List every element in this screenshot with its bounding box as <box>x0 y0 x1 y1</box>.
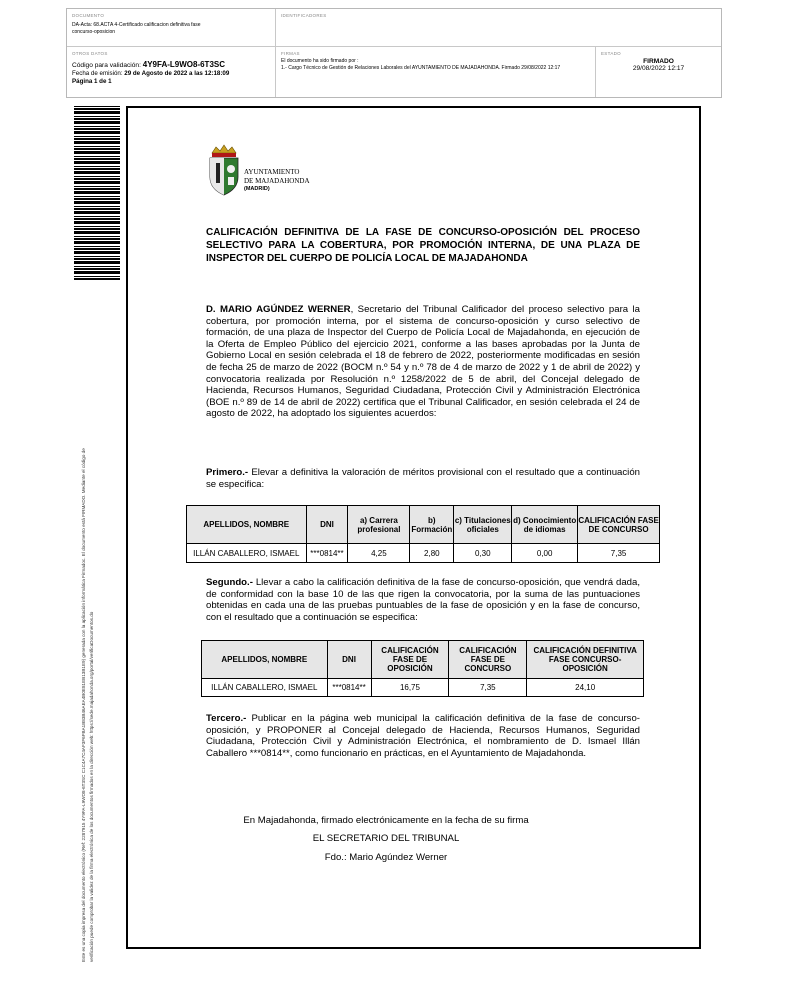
validation-code <box>72 60 270 70</box>
firmas-cell <box>276 47 596 97</box>
otros-datos-cell <box>67 47 276 97</box>
tercero-text: Publicar en la página web municipal la calificación definitiva de la fase de concurso-oposición, y PROPONER al Concejal delegado de Hacienda, Recursos Humanos, Seguridad Ciudadana, Protección Civil y Administración Electrónica, el nombramiento de D. Ismael Illán Caballero ***0814**, como funcionario en prácticas, en el Ayuntamiento de Majadahonda. <box>206 713 640 759</box>
estado-cell <box>596 47 721 97</box>
cell-dni: ***0814** <box>306 544 348 563</box>
primero-text: Elevar a definitiva la valoración de méritos provisional con el resultado que a continuación se especifica: <box>206 467 640 490</box>
fecha-value: 29 de Agosto de 2022 a las 12:18:09 <box>124 70 230 77</box>
tercero-label: Tercero.- <box>206 713 247 724</box>
col-formacion: b) Formación <box>410 506 454 544</box>
verification-side-text <box>80 292 96 962</box>
codigo-value[interactable]: 4Y9FA-L9WO8-6T3SC <box>142 60 226 69</box>
identificadores-label: IDENTIFICADORES <box>281 13 327 18</box>
col-carrera: a) Carrera profesional <box>348 506 410 544</box>
page-number: Página 1 de 1 <box>72 78 112 85</box>
col-definitiva: CALIFICACIÓN DEFINITIVA FASE CONCURSO-OPOSICIÓN <box>527 641 644 679</box>
col-oposicion: CALIFICACIÓN FASE DE OPOSICIÓN <box>371 641 449 679</box>
intro-text: , Secretario del Tribunal Calificador del proceso selectivo para la cobertura, por promoción interna, por el sistema de concurso-oposición y curso selectivo de formación, de una plaza de Inspector del Cuerpo de Policía Local de Majadahonda, en ejecución de la Oferta de Empleo Público del ejercicio 2021, conforme a las bases aprobadas por la Junta de Gobierno Local en sesión celebrada el 18 de febrero de 2022, posteriormente modificadas en sesión de fecha 25 de marzo de 2022 (BOCM n.º 54 y n.º 78 de 4 de marzo de 2022 y 1 de abril de 2022) y convocatoria realizada por Resolución n.º 1258/2022 de 5 de abril, del Concejal delegado de Hacienda, Recursos Humanos, Seguridad Ciudadana, Protección Civil y Administración Electrónica (BOE n.º 89 de 14 de abril de 2022) certifica que el Tribunal Calificador, en sesión celebrada el 24 de agosto de 2022, ha adoptado los siguientes acuerdos: <box>206 304 640 420</box>
documento-label: DOCUMENTO <box>72 13 105 18</box>
estado-date: 29/08/2022 12:17 <box>632 65 685 72</box>
documento-value: DA-Acta: 68.ACTA 4-Certificado calificacion definitiva fase concurso-oposicion <box>72 22 201 35</box>
identificadores-cell <box>276 9 721 47</box>
col-concurso: CALIFICACIÓN FASE DE CONCURSO <box>449 641 527 679</box>
estado-value: FIRMADO <box>643 58 674 65</box>
col-apellidos: APELLIDOS, NOMBRE <box>202 641 328 679</box>
col-apellidos: APELLIDOS, NOMBRE <box>187 506 307 544</box>
codigo-label: Código para validación: <box>72 62 141 69</box>
municipality-logo-text <box>244 168 310 194</box>
cell-calificacion: 7,35 <box>578 544 660 563</box>
col-calificacion-concurso: CALIFICACIÓN FASE DE CONCURSO <box>578 506 660 544</box>
emission-date <box>72 70 270 78</box>
cell-nombre: ILLÁN CABALLERO, ISMAEL <box>202 679 328 697</box>
firmas-intro: El documento ha sido firmado por : <box>281 58 359 64</box>
col-dni: DNI <box>327 641 371 679</box>
primero-paragraph <box>206 467 640 490</box>
col-titulaciones: c) Titulaciones oficiales <box>454 506 512 544</box>
firmas-label: FIRMAS <box>281 51 300 56</box>
logo-line-2: DE MAJADAHONDA <box>244 176 310 185</box>
document-header <box>66 8 722 98</box>
cell-definitiva: 24,10 <box>527 679 644 697</box>
document-title: CALIFICACIÓN DEFINITIVA DE LA FASE DE CONCURSO-OPOSICIÓN DEL PROCESO SELECTIVO PARA LA COBERTURA, POR PROMOCIÓN INTERNA, DE UNA PLAZA DE INSPECTOR DEL CUERPO DE POLICÍA LOCAL DE MAJADAHONDA <box>206 227 640 264</box>
segundo-paragraph <box>206 577 640 623</box>
table-row <box>202 679 644 697</box>
table-header-row <box>187 506 660 544</box>
table-header-row <box>202 641 644 679</box>
cell-idiomas: 0,00 <box>512 544 578 563</box>
side-line-2: verificación puede comprobar la validez de la firma electrónica de los documentos firmados en la dirección web: https://sede.majadahonda.org/portal/verificaDocumentos.do <box>89 611 94 962</box>
table-row <box>187 544 660 563</box>
cell-titulaciones: 0,30 <box>454 544 512 563</box>
intro-paragraph <box>206 304 640 420</box>
col-idiomas: d) Conocimiento de idiomas <box>512 506 578 544</box>
merits-table <box>186 505 660 563</box>
segundo-label: Segundo.- <box>206 577 253 588</box>
segundo-text: Llevar a cabo la calificación definitiva de la fase de concurso-oposición, que vendrá dada, de conformidad con la base 10 de las que rigen la convocatoria, por la suma de las puntuaciones obtenidas en cada una de las pruebas puntuables de la fase de oposición y en la fase de concurso, con el resultado que a continuación se especifica: <box>206 577 640 623</box>
coat-of-arms-icon <box>206 143 242 197</box>
secretary-name: D. MARIO AGÚNDEZ WERNER <box>206 304 351 315</box>
firmas-detail: 1.- Cargo Técnico de Gestión de Relaciones Laborales del AYUNTAMIENTO DE MAJADAHONDA. Firmado 29/08/2022 12:17 <box>281 65 561 71</box>
cell-nombre: ILLÁN CABALLERO, ISMAEL <box>187 544 307 563</box>
fecha-label: Fecha de emisión: <box>72 70 123 77</box>
col-dni: DNI <box>306 506 348 544</box>
cell-carrera: 4,25 <box>348 544 410 563</box>
closing-line-2: EL SECRETARIO DEL TRIBUNAL <box>312 833 460 844</box>
otros-datos-label: OTROS DATOS <box>72 51 108 56</box>
cell-dni: ***0814** <box>327 679 371 697</box>
estado-label: ESTADO <box>601 51 621 56</box>
final-score-table <box>201 640 644 697</box>
side-line-1: Este es una copia impresa del documento electrónico (Ref: 2287915 4Y9FA-L9WO8-6T3SC C1C4A7C4AF3F6FBA1B83B46AEA4B0E81EB13B1E9) generada con la aplicación informática Firmadoc. El documento está FIRMADO. Mediante el código de <box>81 448 86 962</box>
cell-oposicion: 16,75 <box>371 679 449 697</box>
closing-line-1: En Majadahonda, firmado electrónicamente en la fecha de su firma <box>243 815 529 826</box>
logo-line-1: AYUNTAMIENTO <box>244 168 300 176</box>
tercero-paragraph <box>206 713 640 759</box>
documento-cell <box>67 9 276 47</box>
cell-concurso: 7,35 <box>449 679 527 697</box>
logo-line-3: (MADRID) <box>244 186 270 192</box>
closing-signature: Fdo.: Mario Agúndez Werner <box>324 852 448 863</box>
primero-label: Primero.- <box>206 467 249 478</box>
cell-formacion: 2,80 <box>410 544 454 563</box>
barcode <box>74 104 120 280</box>
